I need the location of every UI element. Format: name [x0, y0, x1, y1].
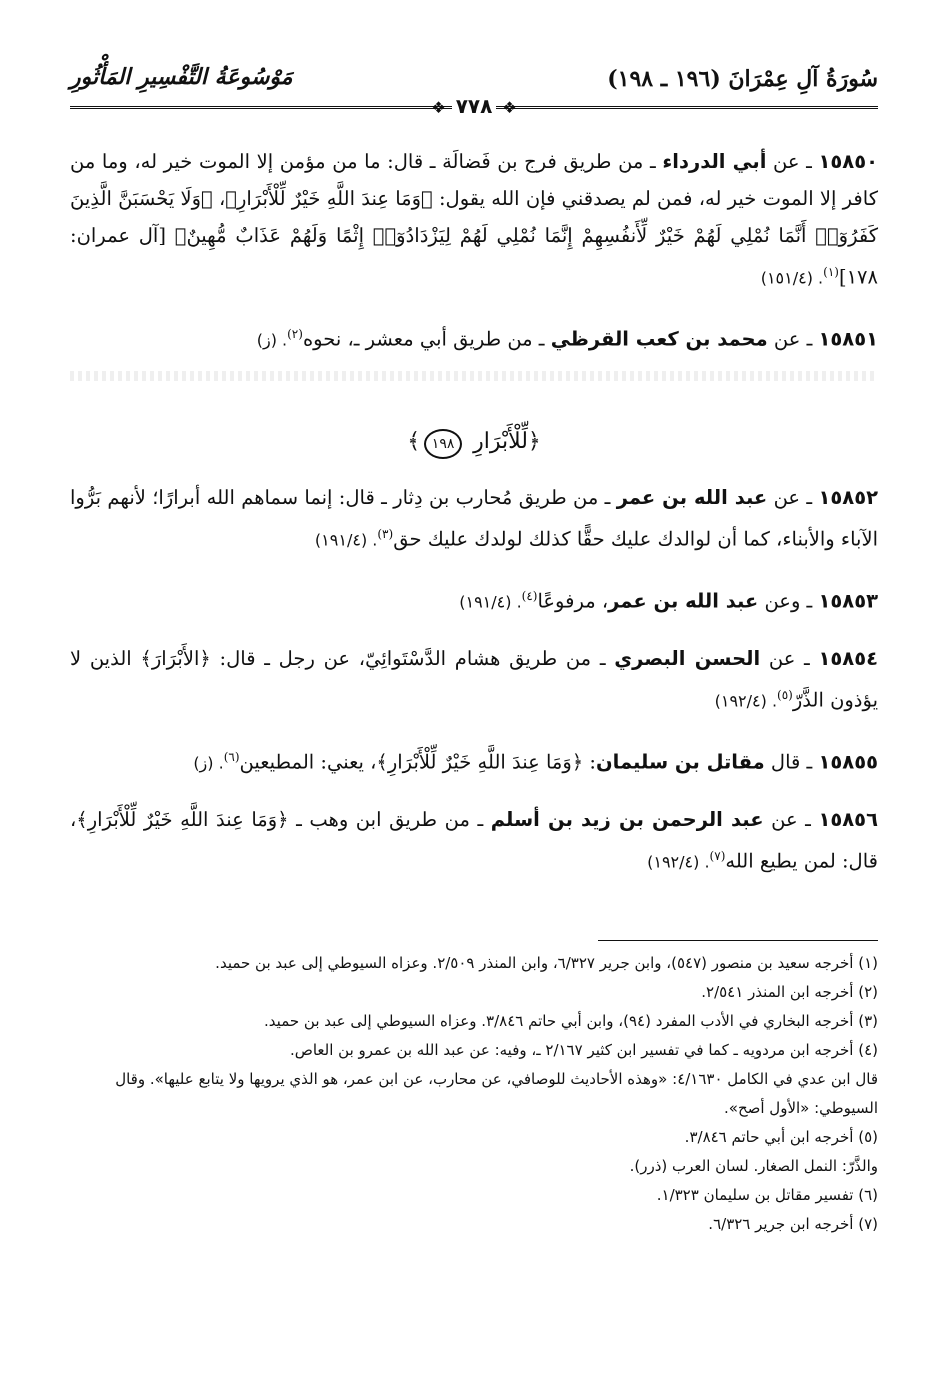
entry-text: ، مرفوعًا — [537, 589, 609, 613]
entry-15852 — [70, 479, 878, 559]
narrator-name: عبد الله بن عمر — [608, 589, 759, 613]
page-number — [70, 94, 878, 118]
entry-text: : — [583, 750, 596, 774]
footnote-item: والذَّرّ: النمل الصغار. لسان العرب (ذرر). — [629, 1157, 878, 1175]
verse-source: [آل عمران: ١٧٨] — [70, 224, 878, 289]
quran-quote: ﴿وَمَا عِندَ اللَّهِ خَيْرٌ لِّلْأَبْرَارِ﴾ — [225, 187, 433, 210]
entry-text: ـ قال — [764, 750, 819, 774]
verse-number-badge: ١٩٨ — [424, 429, 462, 459]
entry-15856 — [70, 801, 878, 881]
entry-number: ١٥٨٥٦ — [818, 808, 878, 831]
entry-text: ـ عن — [767, 486, 819, 509]
entry-text: ـ من طريق فرج بن فَضالَة ـ قال: ما من مؤمن إلا الموت خير له، وما من كافر إلا الموت خير له، فمن لم يصدقني فإن الله يقول: — [70, 150, 878, 210]
narrator-name: عبد الرحمن بن زيد بن أسلم — [490, 808, 764, 831]
footnote-item: (٤) أخرجه ابن مردويه ـ كما في تفسير ابن كثير ٢/١٦٧ ـ، وفيه: عن عبد الله بن عمرو بن العاص. — [289, 1041, 878, 1059]
entry-text: ـ من طريق أبي معشر ـ، نحوه — [302, 327, 551, 351]
footnote-item: قال ابن عدي في الكامل ٤/١٦٣٠: «وهذه الأحاديث للوصافي، عن محارب، عن ابن عمر، هو الذي يرويها ولا يتابع عليها». وقال السيوطي: «الأول أصح». — [115, 1070, 878, 1117]
footnote-marker[interactable]: (٥) — [777, 688, 793, 702]
entry-number: ١٥٨٥٥ — [818, 750, 878, 774]
volume-reference: . (١٩١/٤) — [314, 530, 378, 550]
volume-reference: . (١٩٢/٤) — [714, 691, 778, 711]
entry-text: ـ من طريق ابن وهب ـ — [288, 808, 491, 831]
footnote-marker[interactable]: (٧) — [709, 849, 726, 863]
volume-reference: . (ز) — [193, 753, 224, 773]
page-number-value: ٧٧٨ — [452, 94, 497, 118]
footnotes — [70, 940, 878, 1239]
footnote-marker[interactable]: (١) — [823, 265, 839, 279]
volume-reference: . (١٩٢/٤) — [647, 852, 710, 872]
entry-number: ١٥٨٥٤ — [818, 647, 878, 670]
footnote-item: (٧) أخرجه ابن جرير ٦/٣٢٦. — [708, 1215, 878, 1233]
footnote-item: (٦) تفسير مقاتل بن سليمان ١/٣٢٣. — [656, 1186, 878, 1204]
entry-number: ١٥٨٥٢ — [818, 486, 878, 509]
entry-text: ـ من طريق هشام الدَّسْتَوائِيّ، عن رجل ـ قال: — [210, 647, 615, 670]
entry-15854 — [70, 640, 878, 720]
verse-word: لِّلْأَبْرَارِ — [473, 428, 528, 454]
footnote-item: (٢) أخرجه ابن المنذر ٢/٥٤١. — [701, 983, 878, 1001]
narrator-name: عبد الله بن عمر — [616, 486, 768, 509]
page — [70, 60, 878, 893]
entry-15855 — [70, 739, 878, 782]
entry-15851 — [70, 316, 878, 359]
ornament-icon: ❖ — [431, 98, 446, 117]
narrator-name: أبي الدرداء — [662, 150, 767, 173]
narrator-name: مقاتل بن سليمان — [595, 750, 765, 774]
entry-text: ـ عن — [763, 808, 819, 831]
main-text — [70, 143, 878, 881]
quran-quote: ﴿وَلَا يَحْسَبَنَّ الَّذِينَ كَفَرُوٓا۟ أَنَّمَا نُمْلِي لَهُمْ خَيْرٌ لِّأَنفُسِهِمْ إِنَّمَا نُمْلِي لَهُمْ لِيَزْدَادُوٓا۟ إِثْمًا وَلَهُمْ عَذَابٌ مُّهِينٌ﴾ — [70, 187, 878, 247]
running-header — [70, 60, 878, 118]
footnote-item: (٥) أخرجه ابن أبي حاتم ٣/٨٤٦. — [684, 1128, 878, 1146]
surah-title: سُورَةُ آلِ عِمْرَانَ (١٩٦ ـ ١٩٨) — [607, 66, 878, 92]
narrator-name: محمد بن كعب القرظي — [550, 327, 768, 351]
footnote-divider — [598, 940, 878, 941]
entry-text: ـ وعن — [758, 589, 819, 613]
footnote-marker[interactable]: (٤) — [521, 589, 538, 603]
bracket-close: ﴾ — [407, 428, 421, 454]
entry-number: ١٥٨٥٠ — [818, 150, 878, 173]
footnote-item: (٣) أخرجه البخاري في الأدب المفرد (٩٤)، وابن أبي حاتم ٣/٨٤٦. وعزاه السيوطي إلى عبد بن حميد. — [264, 1012, 878, 1030]
entry-15850 — [70, 143, 878, 297]
bracket-open: ﴿ — [527, 428, 541, 454]
entry-text: ـ عن — [760, 647, 819, 670]
scan-artifact-line — [70, 371, 878, 381]
entry-number: ١٥٨٥٣ — [818, 589, 878, 613]
entry-15853 — [70, 578, 878, 621]
volume-reference: . (ز) — [256, 330, 288, 350]
entry-text: ـ من طريق مُحارب بن دِثار ـ قال: إنما سماهم الله أبرارًا؛ لأنهم بَرُّوا الآباء والأبناء، كما أن لوالدك عليك حقًّا كذلك لولدك عليك حق — [70, 486, 878, 551]
ornament-icon: ❖ — [502, 98, 517, 117]
quran-quote: ﴿وَمَا عِندَ اللَّهِ خَيْرٌ لِّلْأَبْرَارِ﴾ — [376, 750, 584, 774]
footnote-marker[interactable]: (٦) — [223, 750, 240, 764]
quran-quote: ﴿وَمَا عِندَ اللَّهِ خَيْرٌ لِّلْأَبْرَارِ﴾ — [76, 808, 289, 831]
quran-quote: ﴿الأَبْرَارَ﴾ — [140, 647, 211, 670]
footnote-marker[interactable]: (٢) — [287, 327, 303, 341]
verse-heading — [70, 423, 878, 460]
entry-text: ـ عن — [767, 327, 819, 351]
entry-text: ، يعني: المطيعين — [239, 750, 377, 774]
footnote-marker[interactable]: (٣) — [377, 527, 394, 541]
volume-reference: . (١٥١/٤) — [760, 268, 824, 288]
footnote-item: (١) أخرجه سعيد بن منصور (٥٤٧)، وابن جرير ٦/٣٢٧، وابن المنذر ٢/٥٠٩. وعزاه السيوطي إلى عبد بن حميد. — [215, 954, 878, 972]
entry-text: ـ عن — [766, 150, 819, 173]
entry-text: الذين لا يؤذون الذَّرّ — [70, 647, 878, 712]
entry-text: ، — [212, 187, 226, 210]
entry-number: ١٥٨٥١ — [818, 327, 878, 351]
volume-reference: . (١٩١/٤) — [459, 592, 522, 612]
book-title: مَوْسُوعَةُ التَّفْسِيرِ المَأْثُورِ — [70, 64, 293, 90]
entry-text: ، قال: لمن يطيع الله — [70, 808, 878, 873]
narrator-name: الحسن البصري — [614, 647, 761, 670]
